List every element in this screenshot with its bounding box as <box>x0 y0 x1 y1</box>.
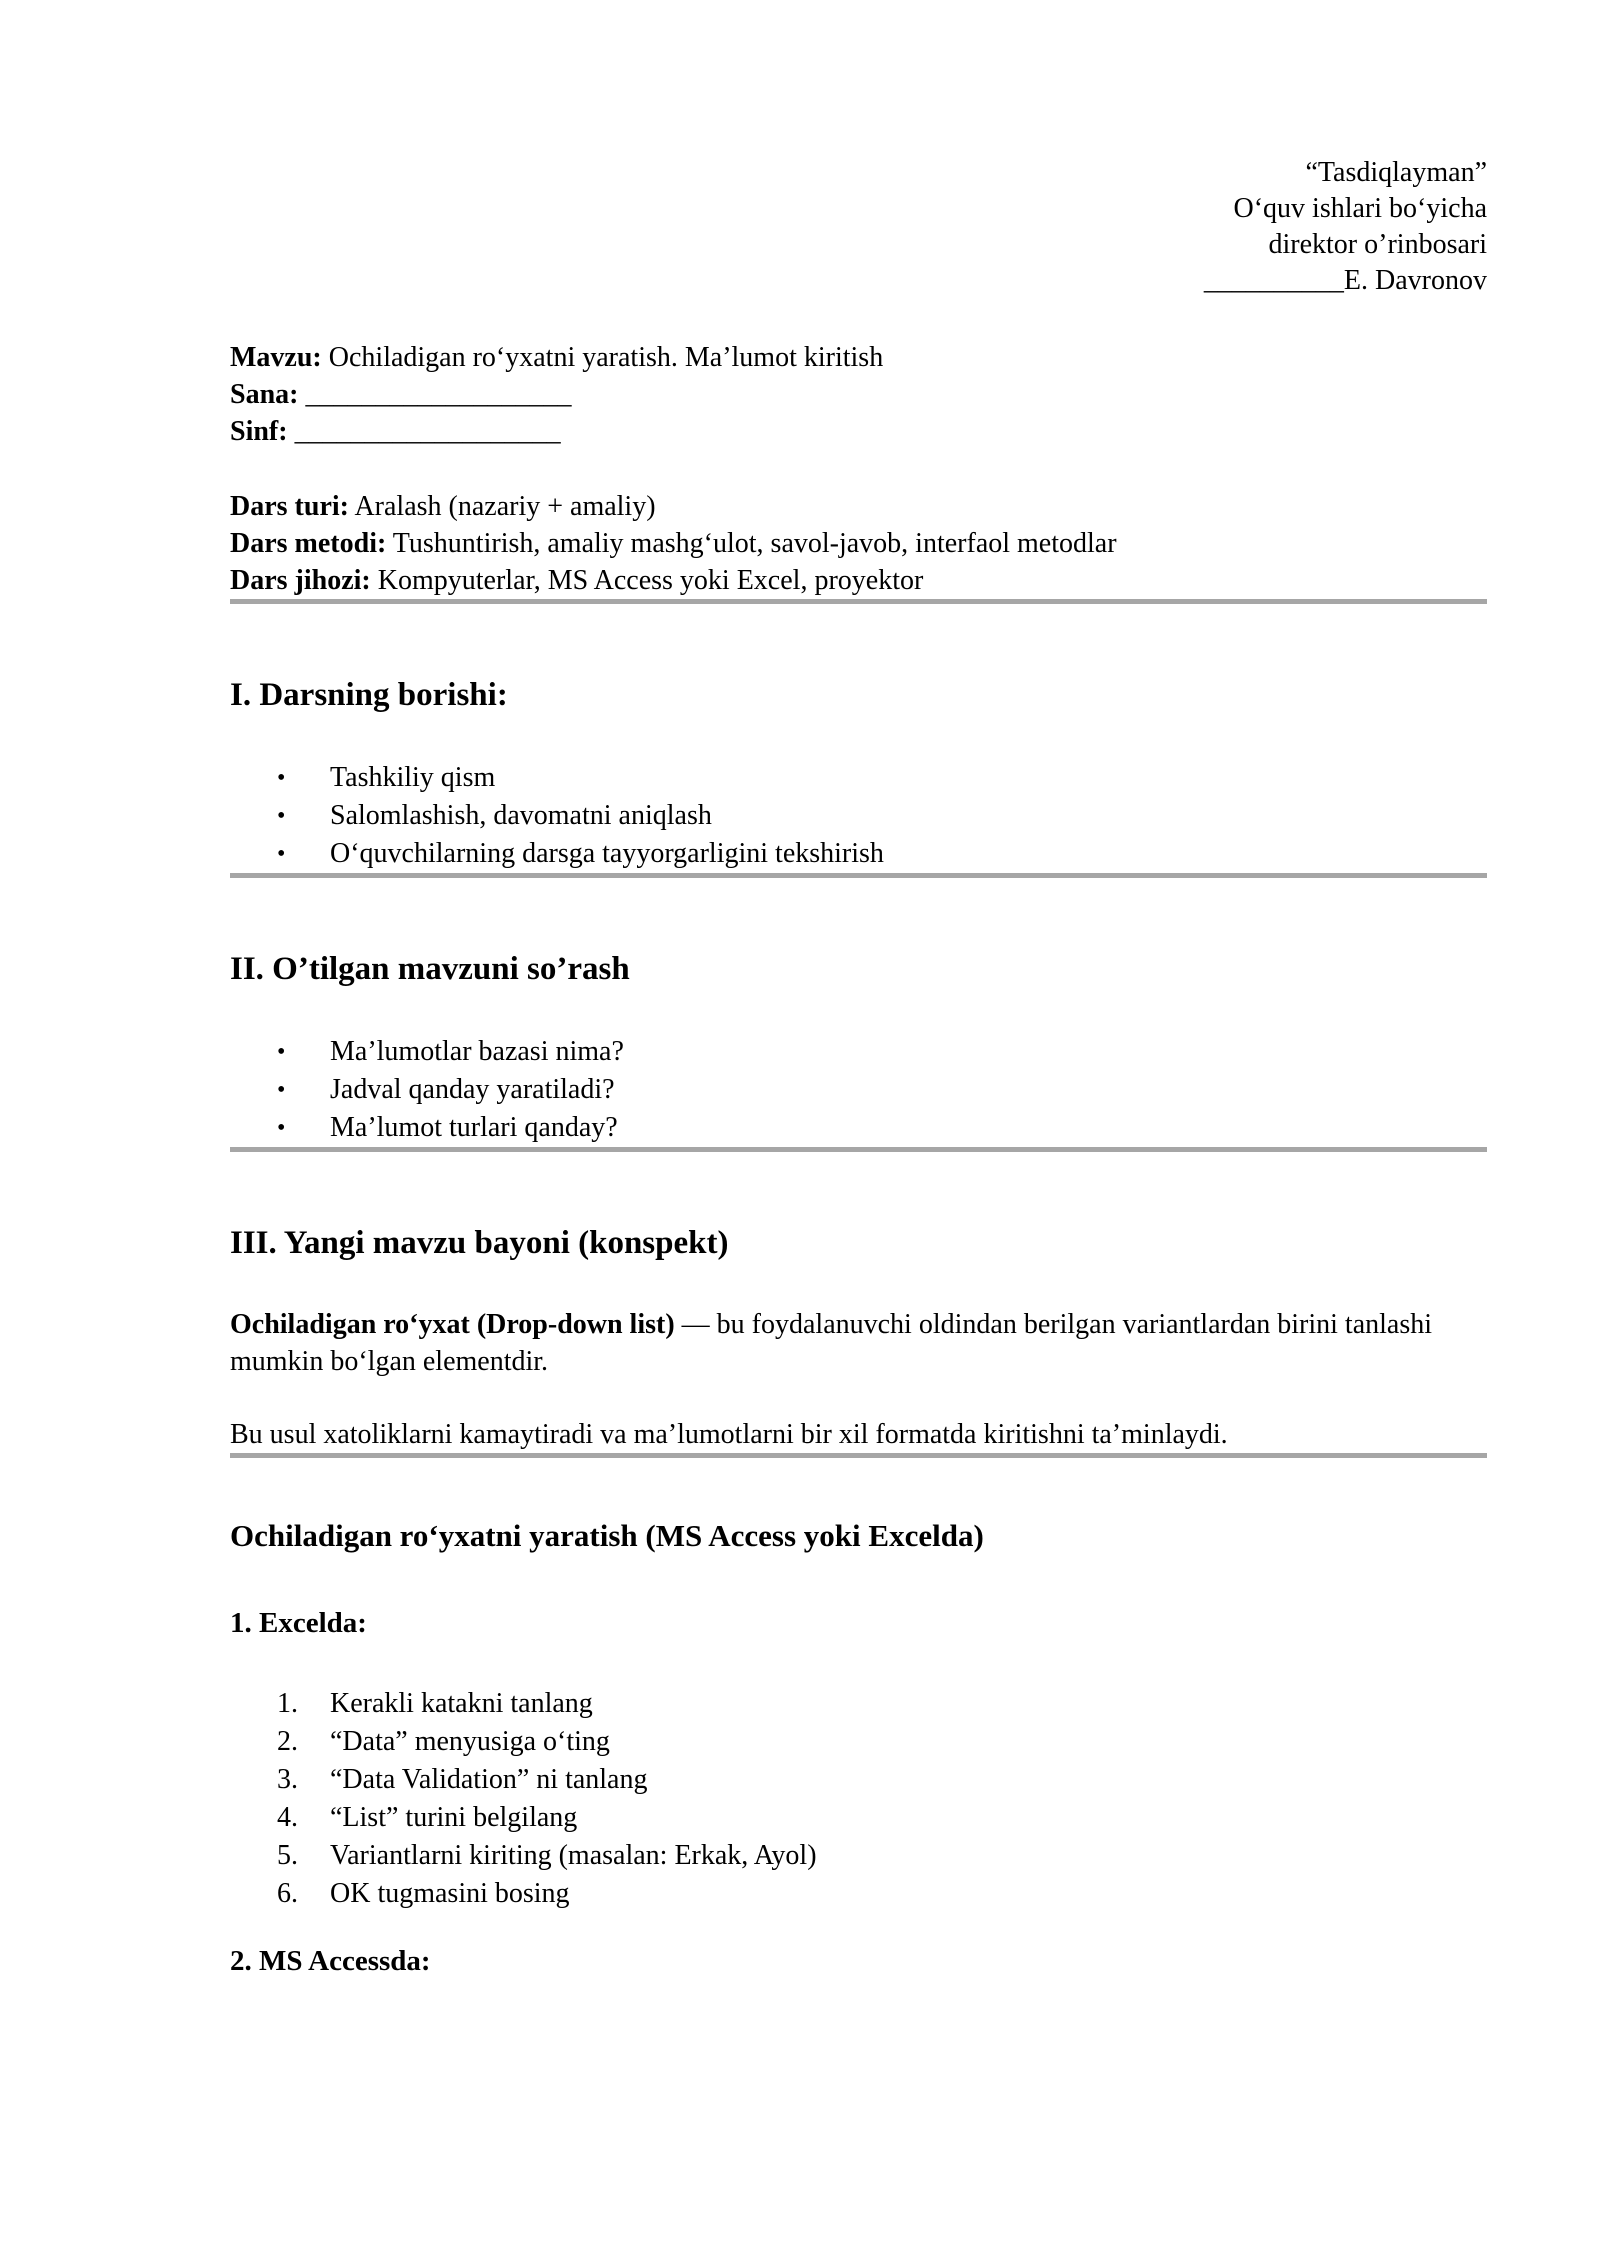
list-item-text: OK tugmasini bosing <box>330 1878 570 1909</box>
list-item-text: Variantlarni kiriting (masalan: Erkak, Ayol) <box>330 1840 817 1871</box>
numbered-list-item <box>230 1799 1487 1837</box>
access-subheading: 2. MS Accessda: <box>230 1945 431 1977</box>
section-1-heading: I. Darsning borishi: <box>230 677 508 713</box>
class-blank-line: ___________________ <box>287 416 561 447</box>
section-divider <box>230 599 1487 604</box>
approval-signature-line: __________E. Davronov <box>1203 265 1487 296</box>
list-item <box>230 1033 1487 1071</box>
list-number: 1. <box>277 1688 298 1719</box>
section-divider <box>230 873 1487 878</box>
list-item <box>230 1109 1487 1147</box>
bullet-icon: • <box>277 1039 286 1065</box>
list-item-text: Salomlashish, davomatni aniqlash <box>330 800 712 831</box>
numbered-list-item <box>230 1875 1487 1913</box>
list-number: 2. <box>277 1726 298 1757</box>
list-item <box>230 759 1487 797</box>
date-blank-line: ___________________ <box>298 379 572 410</box>
lesson-type-value: Aralash (nazariy + amaliy) <box>348 491 656 522</box>
note-paragraph: Bu usul xatoliklarni kamaytiradi va ma’lumotlarni bir xil formatda kiritishni ta’minlaydi. <box>230 1419 1228 1450</box>
list-item <box>230 1071 1487 1109</box>
list-number: 4. <box>277 1802 298 1833</box>
topic-line <box>230 339 1487 376</box>
bullet-icon: • <box>277 803 286 829</box>
list-item-text: Jadval qanday yaratiladi? <box>330 1074 615 1105</box>
list-number: 5. <box>277 1840 298 1871</box>
section-2-heading: II. O’tilgan mavzuni so’rash <box>230 951 630 987</box>
numbered-list-item <box>230 1761 1487 1799</box>
section-divider <box>230 1453 1487 1458</box>
list-item-text: Oʻquvchilarning darsga tayyorgarligini tekshirish <box>330 838 884 869</box>
list-item-text: Ma’lumot turlari qanday? <box>330 1112 618 1143</box>
section-2-list <box>230 1033 1487 1147</box>
list-item-text: “Data” menyusiga oʻting <box>330 1726 610 1757</box>
approval-line-2: Oʻquv ishlari boʻyicha <box>1233 193 1487 224</box>
class-line <box>230 413 1487 450</box>
excel-steps-list <box>230 1685 1487 1913</box>
list-item <box>230 835 1487 873</box>
section-1-list <box>230 759 1487 873</box>
list-item-text: Ma’lumotlar bazasi nima? <box>330 1036 624 1067</box>
approval-line-1: “Tasdiqlayman” <box>1305 157 1487 188</box>
section-3-heading: III. Yangi mavzu bayoni (konspekt) <box>230 1225 729 1261</box>
lesson-method-value: Tushuntirish, amaliy mashgʻulot, savol-javob, interfaol metodlar <box>386 528 1117 559</box>
section-divider <box>230 1147 1487 1152</box>
approval-block <box>230 155 1487 299</box>
class-label: Sinf: <box>230 416 288 447</box>
howto-heading: Ochiladigan roʻyxatni yaratish (MS Access yoki Excelda) <box>230 1518 984 1553</box>
bullet-icon: • <box>277 841 286 867</box>
list-item <box>230 797 1487 835</box>
definition-term: Ochiladigan roʻyxat (Drop-down list) <box>230 1309 675 1340</box>
list-item-text: “List” turini belgilang <box>330 1802 578 1833</box>
numbered-list-item <box>230 1837 1487 1875</box>
definition-paragraph <box>230 1306 1487 1380</box>
excel-subheading: 1. Excelda: <box>230 1607 367 1639</box>
lesson-equipment-label: Dars jihozi: <box>230 565 371 596</box>
lesson-method-line <box>230 525 1487 562</box>
list-number: 3. <box>277 1764 298 1795</box>
definition-text: — bu foydalanuvchi oldindan berilgan variantlardan birini tanlashi mumkin boʻlgan elementdir. <box>230 1309 1433 1377</box>
lesson-type-line <box>230 488 1487 525</box>
approval-line-3: direktor o’rinbosari <box>1268 229 1487 260</box>
lesson-info-block <box>230 488 1487 599</box>
numbered-list-item <box>230 1685 1487 1723</box>
date-label: Sana: <box>230 379 299 410</box>
date-line <box>230 376 1487 413</box>
lesson-equipment-value: Kompyuterlar, MS Access yoki Excel, proyektor <box>370 565 924 596</box>
list-item-text: “Data Validation” ni tanlang <box>330 1764 648 1795</box>
topic-value: Ochiladigan roʻyxatni yaratish. Ma’lumot kiritish <box>321 342 884 373</box>
meta-block <box>230 339 1487 450</box>
list-number: 6. <box>277 1878 298 1909</box>
numbered-list-item <box>230 1723 1487 1761</box>
list-item-text: Kerakli katakni tanlang <box>330 1688 593 1719</box>
lesson-equipment-line <box>230 562 1487 599</box>
lesson-method-label: Dars metodi: <box>230 528 387 559</box>
list-item-text: Tashkiliy qism <box>330 762 496 793</box>
bullet-icon: • <box>277 1077 286 1103</box>
lesson-type-label: Dars turi: <box>230 491 349 522</box>
bullet-icon: • <box>277 1115 286 1141</box>
bullet-icon: • <box>277 765 286 791</box>
topic-label: Mavzu: <box>230 342 322 373</box>
